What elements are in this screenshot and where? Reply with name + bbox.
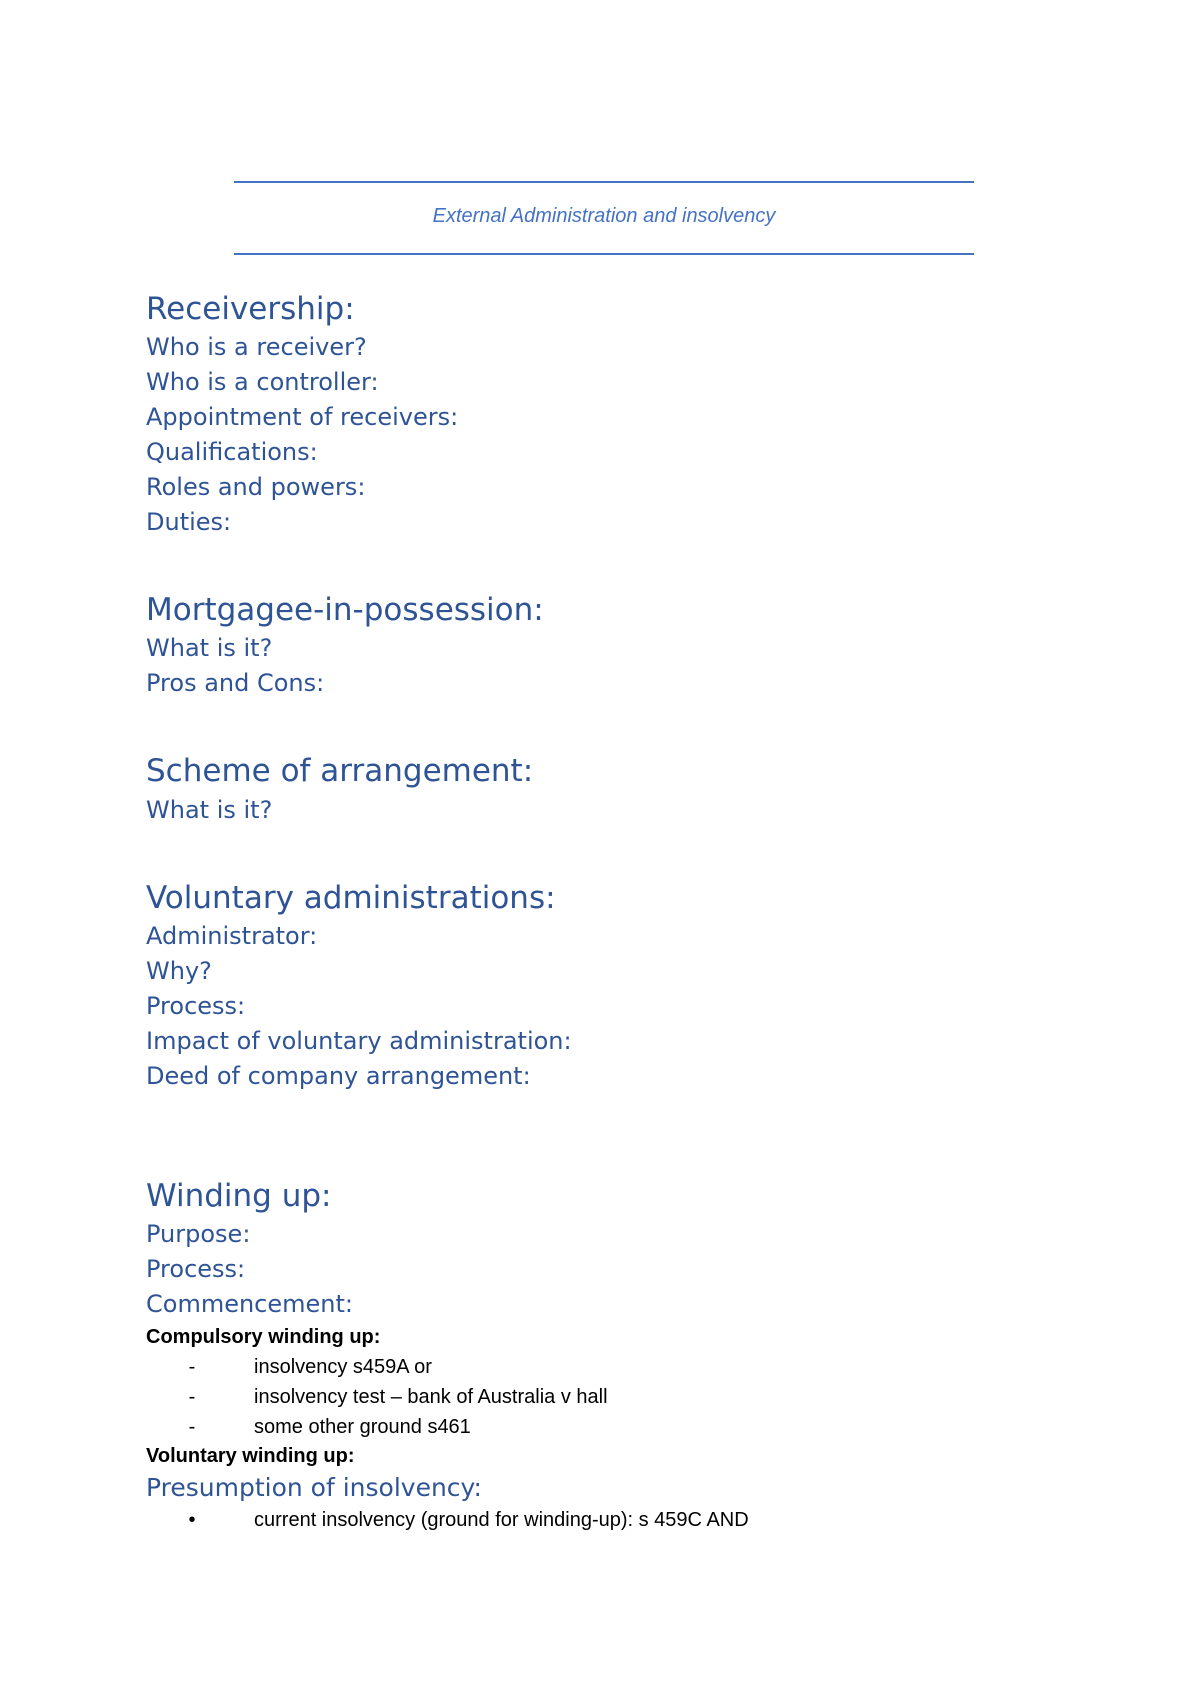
list-item-text: current insolvency (ground for winding-up): s 459C AND [254, 1509, 749, 1531]
receivership-item: Roles and powers: [146, 473, 366, 501]
voluntary-item: Administrator: [146, 922, 318, 950]
list-item-text: insolvency s459A or [254, 1356, 432, 1378]
mortgagee-item: What is it? [146, 634, 273, 662]
list-item-text: insolvency test – bank of Australia v hall [254, 1386, 608, 1408]
mortgagee-item: Pros and Cons: [146, 669, 325, 697]
list-item-text: some other ground s461 [254, 1416, 471, 1438]
receivership-item: Qualifications: [146, 438, 318, 466]
scheme-item: What is it? [146, 796, 273, 824]
compulsory-winding-up-label: Compulsory winding up: [146, 1326, 381, 1348]
receivership-item: Appointment of receivers: [146, 403, 459, 431]
receivership-item: Duties: [146, 508, 232, 536]
heading-voluntary-administrations: Voluntary administrations: [146, 880, 556, 916]
dash-marker: - [188, 1356, 196, 1378]
winding-item: Process: [146, 1255, 246, 1283]
voluntary-item: Process: [146, 992, 246, 1020]
heading-mortgagee-in-possession: Mortgagee-in-possession: [146, 592, 544, 628]
heading-winding-up: Winding up: [146, 1178, 332, 1214]
header-bottom-rule [234, 253, 974, 255]
dash-marker: - [188, 1386, 196, 1408]
voluntary-item: Deed of company arrangement: [146, 1062, 531, 1090]
winding-item: Purpose: [146, 1220, 251, 1248]
bullet-marker: • [188, 1509, 196, 1531]
dash-marker: - [188, 1416, 196, 1438]
presumption-of-insolvency-heading: Presumption of insolvency: [146, 1473, 482, 1502]
header-top-rule [234, 181, 974, 183]
heading-scheme-of-arrangement: Scheme of arrangement: [146, 753, 534, 789]
receivership-item: Who is a receiver? [146, 333, 367, 361]
voluntary-item: Why? [146, 957, 212, 985]
header-title: External Administration and insolvency [432, 205, 776, 227]
voluntary-winding-up-label: Voluntary winding up: [146, 1445, 355, 1467]
receivership-item: Who is a controller: [146, 368, 379, 396]
heading-receivership: Receivership: [146, 291, 355, 327]
voluntary-item: Impact of voluntary administration: [146, 1027, 572, 1055]
winding-item: Commencement: [146, 1290, 353, 1318]
